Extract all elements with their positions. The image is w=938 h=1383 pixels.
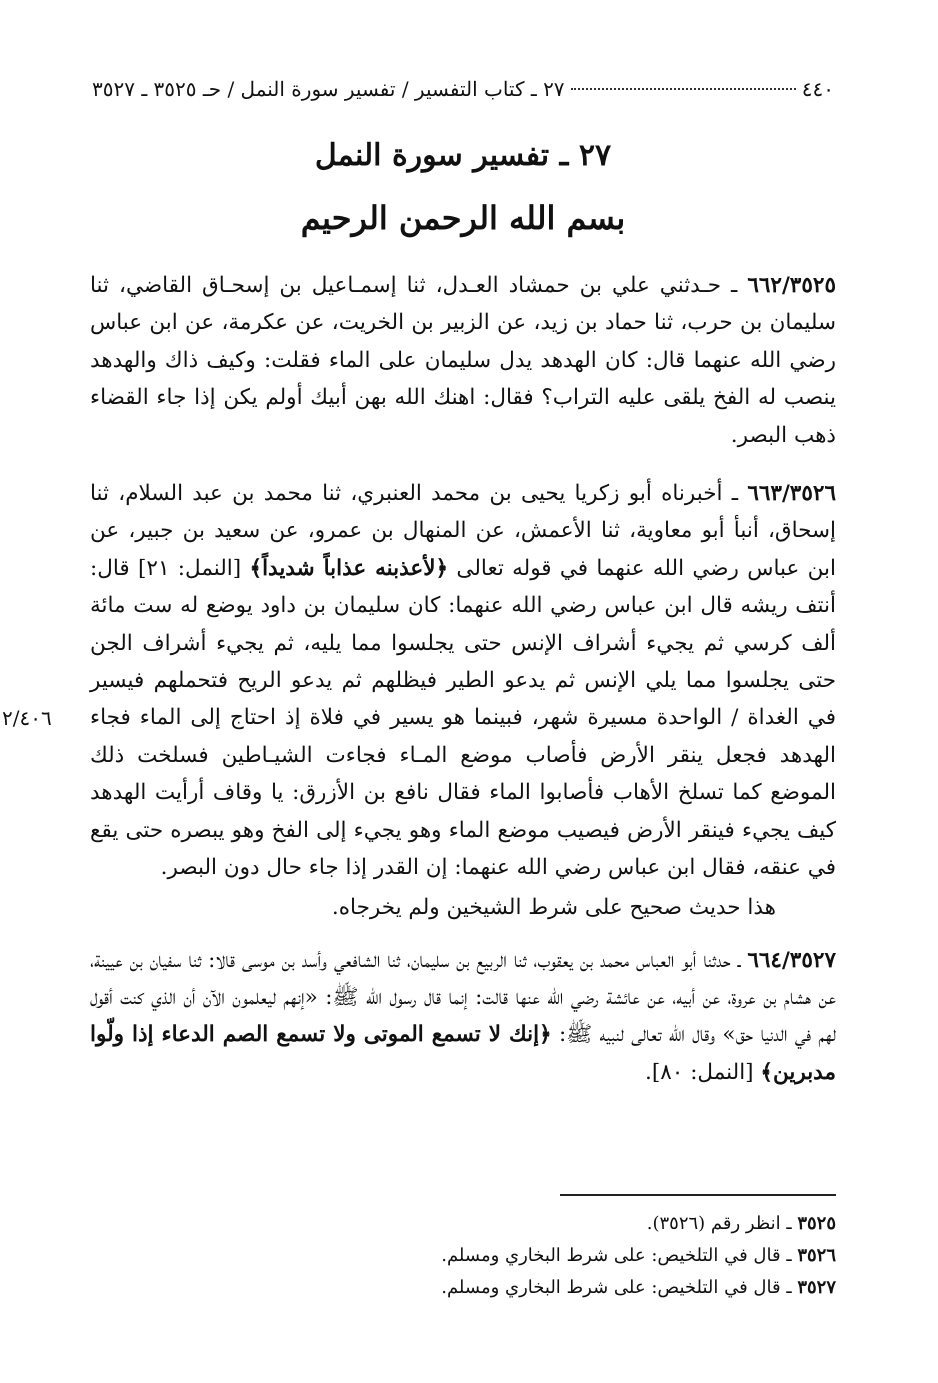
basmala: بسم الله الرحمن الرحيم (300, 199, 626, 237)
margin-volume-note: ٢/٤٠٦ (2, 706, 52, 731)
footnote-number: ٣٥٢٧ (797, 1277, 836, 1298)
hadith-number: ٦٦٣/٣٥٢٦ (747, 481, 836, 507)
footnote-text: ـ قال في التلخيص: على شرط البخاري ومسلم. (441, 1277, 798, 1298)
running-title: ٢٧ ـ كتاب التفسير / تفسير سورة النمل / حـ ٣٥٢٥ ـ ٣٥٢٧ (92, 77, 565, 101)
book-page (2, 72, 836, 1091)
hadith-3527 (90, 942, 836, 1092)
hadith-3526 (2, 475, 836, 886)
quran-verse: ﴿لأعذبنه عذاباً شديداً﴾ (249, 555, 449, 581)
hadith-text-before-quran: ـ حدثنا أبو العباس محمد بن يعقوب، ثنا الربيع بن سليمان، ثنا الشافعي وأسد بن موسى قالا: ثنا سفيان بن عيينة، عن هشام بن عروة، عن أبيه، عن عائشة رضي الله عنها قالت: إنما قال رسول الله ﷺ: «إنهم ليعلمون الآن أن الذي كنت أقول لهم في الدنيا حق» وقال الله تعالى لنبيه ﷺ: (90, 947, 836, 1048)
footnotes (441, 1208, 836, 1304)
dotted-leader (571, 88, 796, 90)
hadith-text: ـ حـدثني علي بن حمشاد العـدل، ثنا إسمـاعيل بن إسحـاق القاضي، ثنا سليمان بن حرب، ثنا حماد بن زيد، عن الزبير بن الخريت، عن عكرمة، عن ابن عباس رضي الله عنهما قال: كان الهدهد يدل سليمان على الماء فقلت: وكيف ذاك والهدهد ينصب له الفخ يلقى عليه التراب؟ فقال: اهنك الله بهن أبيك أولم يكن إذا جاء القضاء ذهب البصر. (90, 273, 836, 448)
footnote (441, 1208, 836, 1240)
hadith-number: ٦٦٤/٣٥٢٧ (747, 947, 836, 973)
chapter-title: ٢٧ ـ تفسير سورة النمل (314, 138, 612, 173)
footnote-number: ٣٥٢٦ (797, 1245, 836, 1266)
footnote (441, 1240, 836, 1272)
page-number: ٤٤٠ (801, 77, 834, 101)
hadith-text-after-quran: [النمل: ٨٠]. (645, 1059, 761, 1085)
footnote (441, 1272, 836, 1304)
footnote-text: ـ انظر رقم (٣٥٢٦). (646, 1213, 798, 1234)
quran-verse: ﴿إنك لا تسمع الموتى ولا تسمع الصم الدعاء إذا ولّوا مدبرين﴾ (90, 1022, 836, 1085)
hadith-3525 (90, 267, 836, 454)
footnote-number: ٣٥٢٥ (797, 1213, 836, 1234)
footnote-text: ـ قال في التلخيص: على شرط البخاري ومسلم. (441, 1245, 798, 1266)
footnote-rule (560, 1194, 836, 1196)
running-header (90, 72, 836, 106)
hadith-verdict: هذا حديث صحيح على شرط الشيخين ولم يخرجاه. (331, 894, 776, 920)
hadith-number: ٦٦٢/٣٥٢٥ (747, 273, 836, 298)
hadith-text-after-quran: [النمل: ٢١] قال: أنتف ريشه قال ابن عباس رضي الله عنهما: كان سليمان بن داود يوضع له ست مائة ألف كرسي ثم يجيء أشراف الإنس حتى يجلسوا مما يليه، ثم يجيء أشراف الجن حتى يجلسوا مما يلي الإنس ثم يدعو الطير فيظلهم ثم يدعو الريح فتحملهم فيسير في الغداة / الواحدة مسيرة شهر، فبينما هو يسير في فلاة إذ احتاج إلى الماء فجاء الهدهد فجعل ينقر الأرض فأصاب موضع المـاء فجاءت الشيـاطين فسلخت ذلك الموضع كما تسلخ الأهاب فأصابوا الماء فقال نافع بن الأزرق: يا وقاف أرأيت الهدهد كيف يجيء فينقر الأرض فيصيب موضع الماء وهو يجيء إلى الفخ وهو يبصره حتى يقع في عنقه، فقال ابن عباس رضي الله عنهما: إن القدر إذا جاء حال دون البصر. (90, 555, 836, 881)
hadith-text-before-quran: ـ أخبرناه أبو زكريا يحيى بن محمد العنبري، ثنا محمد بن عبد السلام، ثنا إسحاق، أنبأ أبو معاوية، ثنا الأعمش، عن المنهال بن عمرو، عن سعيد بن جبير، عن ابن عباس رضي الله عنهما في قوله تعالى (90, 481, 836, 581)
